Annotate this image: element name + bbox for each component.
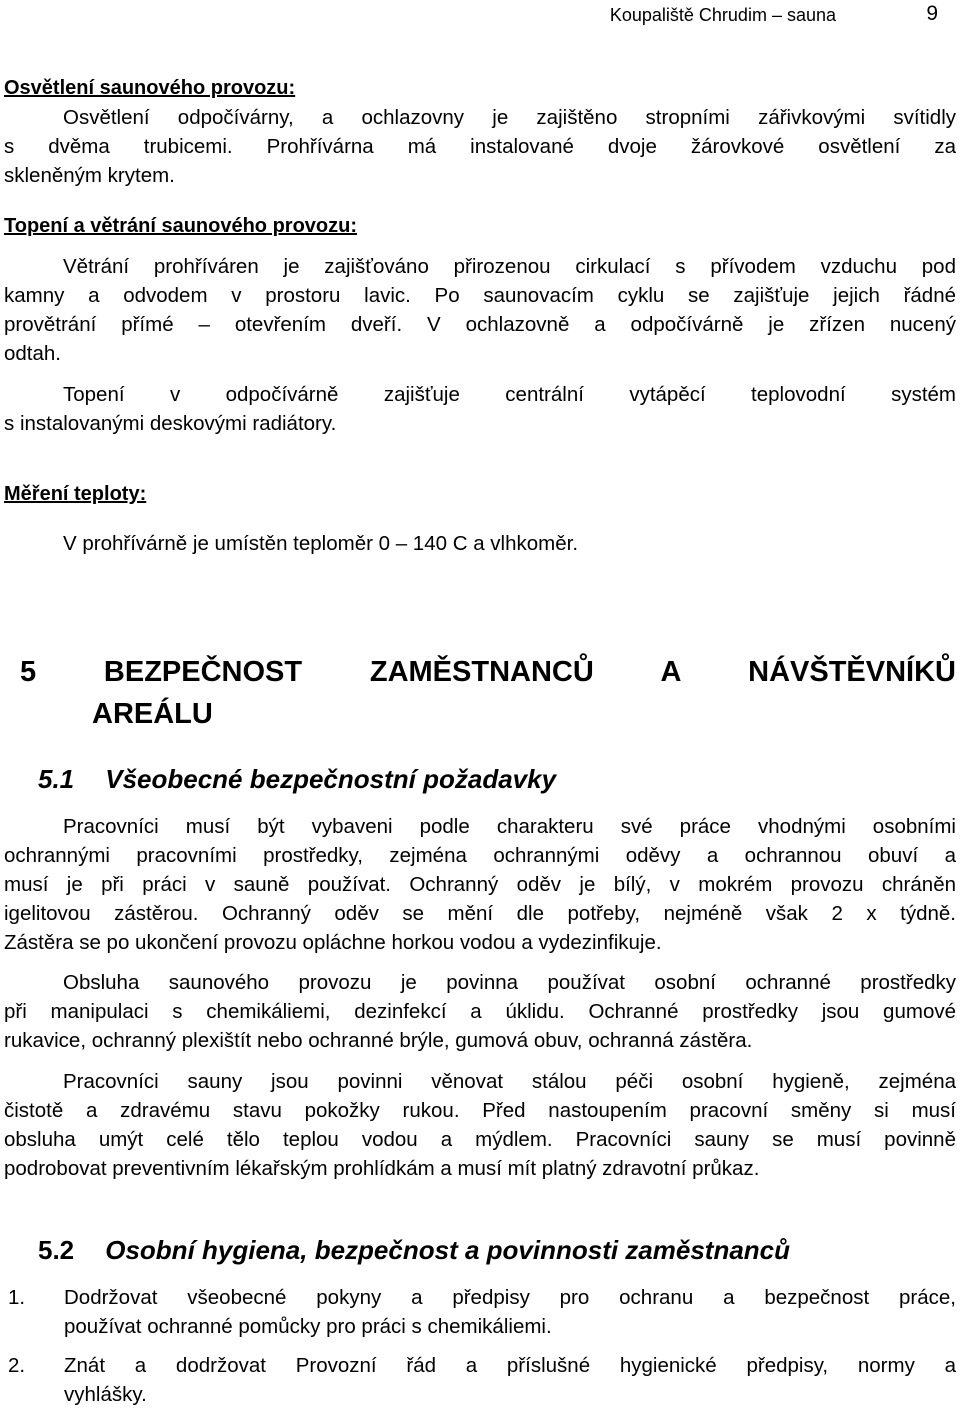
lighting-section — [4, 74, 956, 190]
s51-p3-line: Pracovníci sauny jsou povinni věnovat stálou péči osobní hygieně, zejména — [63, 1070, 956, 1093]
section-5-2-list — [4, 1283, 956, 1409]
s51-p2-line: rukavice, ochranný plexištít nebo ochranné brýle, gumová obuv, ochranná zástěra. — [4, 1029, 753, 1052]
s51-p1-line: igelitovou zástěrou. Ochranný oděv se mění dle potřeby, nejméně však 2 x týdně. — [4, 902, 956, 925]
page-header — [0, 0, 960, 28]
page-number: 9 — [926, 2, 938, 25]
section-5-1-paragraph-3 — [4, 1067, 956, 1183]
section-5-2-title: Osobní hygiena, bezpečnost a povinnosti zaměstnanců — [105, 1235, 791, 1265]
list-item-number: 2. — [8, 1354, 26, 1377]
lighting-heading: Osvětlení saunového provozu: — [4, 77, 296, 99]
section-5-heading-line: AREÁLU — [92, 698, 213, 730]
s51-p3-line: obsluha umýt celé tělo teplou vodou a mýdlem. Pracovníci sauny se musí povinně — [4, 1128, 956, 1151]
heating-heading: Topení a větrání saunového provozu: — [4, 215, 358, 237]
heating-p2-line: s instalovanými deskovými radiátory. — [4, 412, 337, 435]
heating-p1-line: provětrání přímé – otevřením dveří. V ochlazovně a odpočívárně je zřízen nucený — [4, 313, 956, 336]
heating-section — [4, 212, 956, 241]
temperature-text: V prohřívárně je umístěn teploměr 0 – 140 C a vlhkoměr. — [63, 532, 579, 555]
heating-paragraph-1 — [4, 252, 956, 368]
lighting-line: s dvěma trubicemi. Prohřívárna má instalované dvoje žárovkové osvětlení za — [4, 135, 956, 158]
s51-p2-line: Obsluha saunového provozu je povinna používat osobní ochranné prostředky — [63, 971, 956, 994]
list-item — [4, 1283, 956, 1341]
temperature-paragraph — [4, 529, 956, 558]
list-item-number: 1. — [8, 1286, 26, 1309]
section-5-1-paragraph-2 — [4, 968, 956, 1055]
section-5-1-title: Všeobecné bezpečnostní požadavky — [105, 764, 557, 794]
temperature-section — [4, 480, 956, 509]
s51-p1-line: Zástěra se po ukončení provozu opláchne horkou vodou a vydezinfikuje. — [4, 931, 662, 954]
s51-p1-line: Pracovníci musí být vybaveni podle charakteru své práce vhodnými osobními — [63, 815, 956, 838]
section-5-heading — [20, 651, 956, 735]
section-5-2-number: 5.2 — [38, 1235, 75, 1265]
section-5-1-number: 5.1 — [38, 764, 75, 794]
section-5-heading-line: 5 BEZPEČNOST ZAMĚSTNANCŮ A NÁVŠTĚVNÍKŮ — [20, 656, 956, 688]
section-5-1-heading — [38, 764, 556, 795]
section-5-1-paragraph-1 — [4, 812, 956, 957]
s51-p3-line: podrobovat preventivním lékařským prohlídkám a musí mít platný zdravotní průkaz. — [4, 1157, 760, 1180]
heating-p2-line: Topení v odpočívárně zajišťuje centrální vytápěcí teplovodní systém — [63, 383, 956, 406]
heating-p1-line: Větrání prohříváren je zajišťováno přirozenou cirkulací s přívodem vzduchu pod — [63, 255, 956, 278]
list-item-line: vyhlášky. — [64, 1383, 147, 1406]
temperature-heading: Měření teploty: — [4, 483, 147, 505]
heating-p1-line: odtah. — [4, 342, 61, 365]
section-5-2-heading — [38, 1235, 790, 1266]
s51-p2-line: při manipulaci s chemikáliemi, dezinfekcí a úklidu. Ochranné prostředky jsou gumové — [4, 1000, 956, 1023]
list-item-line: Znát a dodržovat Provozní řád a příslušné hygienické předpisy, normy a — [64, 1354, 956, 1377]
list-item-line: používat ochranné pomůcky pro práci s chemikáliemi. — [64, 1315, 552, 1338]
heating-paragraph-2 — [4, 380, 956, 438]
list-item — [4, 1351, 956, 1409]
list-item-line: Dodržovat všeobecné pokyny a předpisy pro ochranu a bezpečnost práce, — [64, 1286, 956, 1309]
lighting-line: skleněným krytem. — [4, 164, 175, 187]
header-title: Koupaliště Chrudim – sauna — [609, 5, 836, 25]
s51-p3-line: čistotě a zdravému stavu pokožky rukou. Před nastoupením pracovní směny si musí — [4, 1099, 956, 1122]
lighting-line: Osvětlení odpočívárny, a ochlazovny je zajištěno stropními zářivkovými svítidly — [63, 106, 956, 129]
heating-p1-line: kamny a odvodem v prostoru lavic. Po saunovacím cyklu se zajišťuje jejich řádné — [4, 284, 956, 307]
s51-p1-line: ochrannými pracovními prostředky, zejména ochrannými oděvy a ochrannou obuví a — [4, 844, 956, 867]
s51-p1-line: musí je při práci v sauně používat. Ochranný oděv je bílý, v mokrém provozu chráněn — [4, 873, 956, 896]
